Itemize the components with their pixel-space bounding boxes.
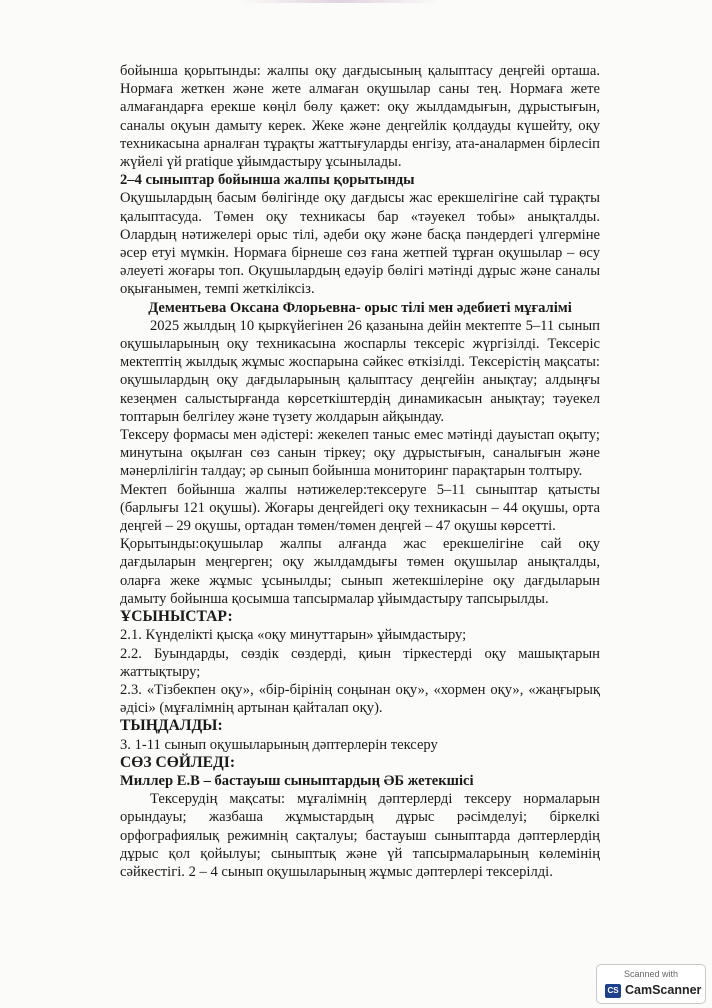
section-heading-grades-2-4: 2–4 сыныптар бойынша жалпы қорытынды (120, 172, 415, 189)
heard-heading: ТЫҢДАЛДЫ: (120, 717, 223, 735)
conclusion-paragraph: бойынша қорытынды: жалпы оқу дағдысының қалыптасу деңгейі орташа. Нормаға жеткен және жете алмаған оқушылар саны тең. Нормаға жете алмағандарға ерекше көңіл бөлу қажет: оқу жылдамдығын, дұрыстығын, саналы оқуын дамыту керек. Жеке және деңгейлік қолдауды күшейту, оқу техникасына арналған тұрақты жаттығуларды енгізу, ата-аналармен бірлесіп жүйелі үй pratique ұйымдастыру ұсынылады. (120, 63, 600, 171)
camscanner-logo-icon: CS (605, 984, 621, 998)
recommendation-item: 2.2. Буындарды, сөздік сөздерді, қиын тіркестерді оқу машықтарын жаттықтыру; (120, 645, 600, 680)
summary-paragraph: Оқушылардың басым бөлігінде оқу дағдысы жас ерекшелігіне сай тұрақты қалыптасуда. Төмен оқу техникасы бар «тәуекел тобы» анықталды. Олардың нәтижелері орыс тілі, әдеби оқу және басқа пәндердегі үлгерміне әсер етуі мүмкін. Нормаға бірнеше сөз ғана жетпей тұрған оқушылар – өсу әлеуеті жоғары топ. Оқушылардың едәуір бөлігі мәтінді дұрыс және саналы оқығанымен, темпі жеткіліксіз. (120, 190, 600, 298)
camscanner-name: CamScanner (625, 983, 702, 997)
purpose-paragraph: Тексерудің мақсаты: мұғалімнің дәптерлерді тексеру нормаларын орындауы; жазбаша жұмыстардың дұрыс рәсімделуі; біркелкі орфографиялық режимнің сақталуы; бастауыш сыныптарда дәптерлердің дұрыс қол қойылуы; сыныптық және үй тапсырмаларының көлемінің сәйкестігі. 2 – 4 сынып оқушыларының жұмыс дәптерлері тексерілді. (120, 791, 600, 880)
speaker-name-2: Миллер Е.В – бастауыш сыныптардың ӘБ жетекшісі (120, 772, 474, 789)
recommendation-item: 2.1. Күнделікті қысқа «оқу минуттарын» ұйымдастыру; (120, 627, 467, 644)
camscanner-watermark (596, 964, 706, 1004)
speaker-name: Дементьева Оксана Флорьевна- орыс тілі мен әдебиеті мұғалімі (148, 299, 572, 316)
scan-edge-mark (240, 0, 440, 3)
results-paragraph: Мектеп бойынша жалпы нәтижелер:тексеруге 5–11 сыныптар қатысты (барлығы 121 оқушы). Жоғары деңгейдегі оқу техникасын – 44 оқушы, орта деңгей – 29 оқушы, ортадан төмен/төмен деңгей – 47 оқушы көрсетті. (120, 481, 600, 535)
recommendation-item: 2.3. «Тізбекпен оқу», «бір-бірінің соңынан оқу», «хормен оқу», «жаңғырық әдісі» (мұғалімнің артынан қайталап оқу). (120, 681, 600, 717)
methods-paragraph: Тексеру формасы мен әдістері: жекелеп таныс емес мәтінді дауыстап оқыту; минутына оқылған сөз санын тіркеу; оқу дұрыстығын, саналығын және мәнерлілігін талдау; әр сынып бойынша мониторинг парақтарын толтыру. (120, 427, 600, 480)
spoke-heading: СӨЗ СӨЙЛЕДІ: (120, 753, 236, 771)
agenda-item-3: 3. 1-11 сынып оқушыларының дәптерлерін тексеру (120, 736, 438, 753)
document-body (120, 62, 600, 881)
scanned-with-label: Scanned with (623, 969, 679, 979)
inspection-paragraph: 2025 жылдың 10 қыркүйегінен 26 қазанына дейін мектепте 5–11 сынып оқушыларының оқу техникасына жоспарлы тексеріс жүргізілді. Тексеріс мектептің жылдық жұмыс жоспарына сәйкес өткізілді. Тексерістің мақсаты: оқушылардың оқу дағдыларының қалыптасу деңгейін анықтау; алдыңғы кезеңмен салыстырғанда көрсеткіштердің динамикасын анықтау; тәуекел топтарын белгілеу және түзету жолдарын айқындау. (120, 317, 600, 425)
conclusion-paragraph-2: Қорытынды:оқушылар жалпы алғанда жас ерекшелігіне сай оқу дағдыларын меңгерген; оқу жылдамдығы төмен оқушылар анықталды, оларға жеке жұмыс ұсынылды; сынып жетекшілеріне оқу дағдыларын дамыту бойынша қосымша тапсырмалар ұйымдастыру тапсырылды. (120, 536, 600, 607)
recommendations-heading: ҰСЫНЫСТАР: (120, 608, 233, 626)
